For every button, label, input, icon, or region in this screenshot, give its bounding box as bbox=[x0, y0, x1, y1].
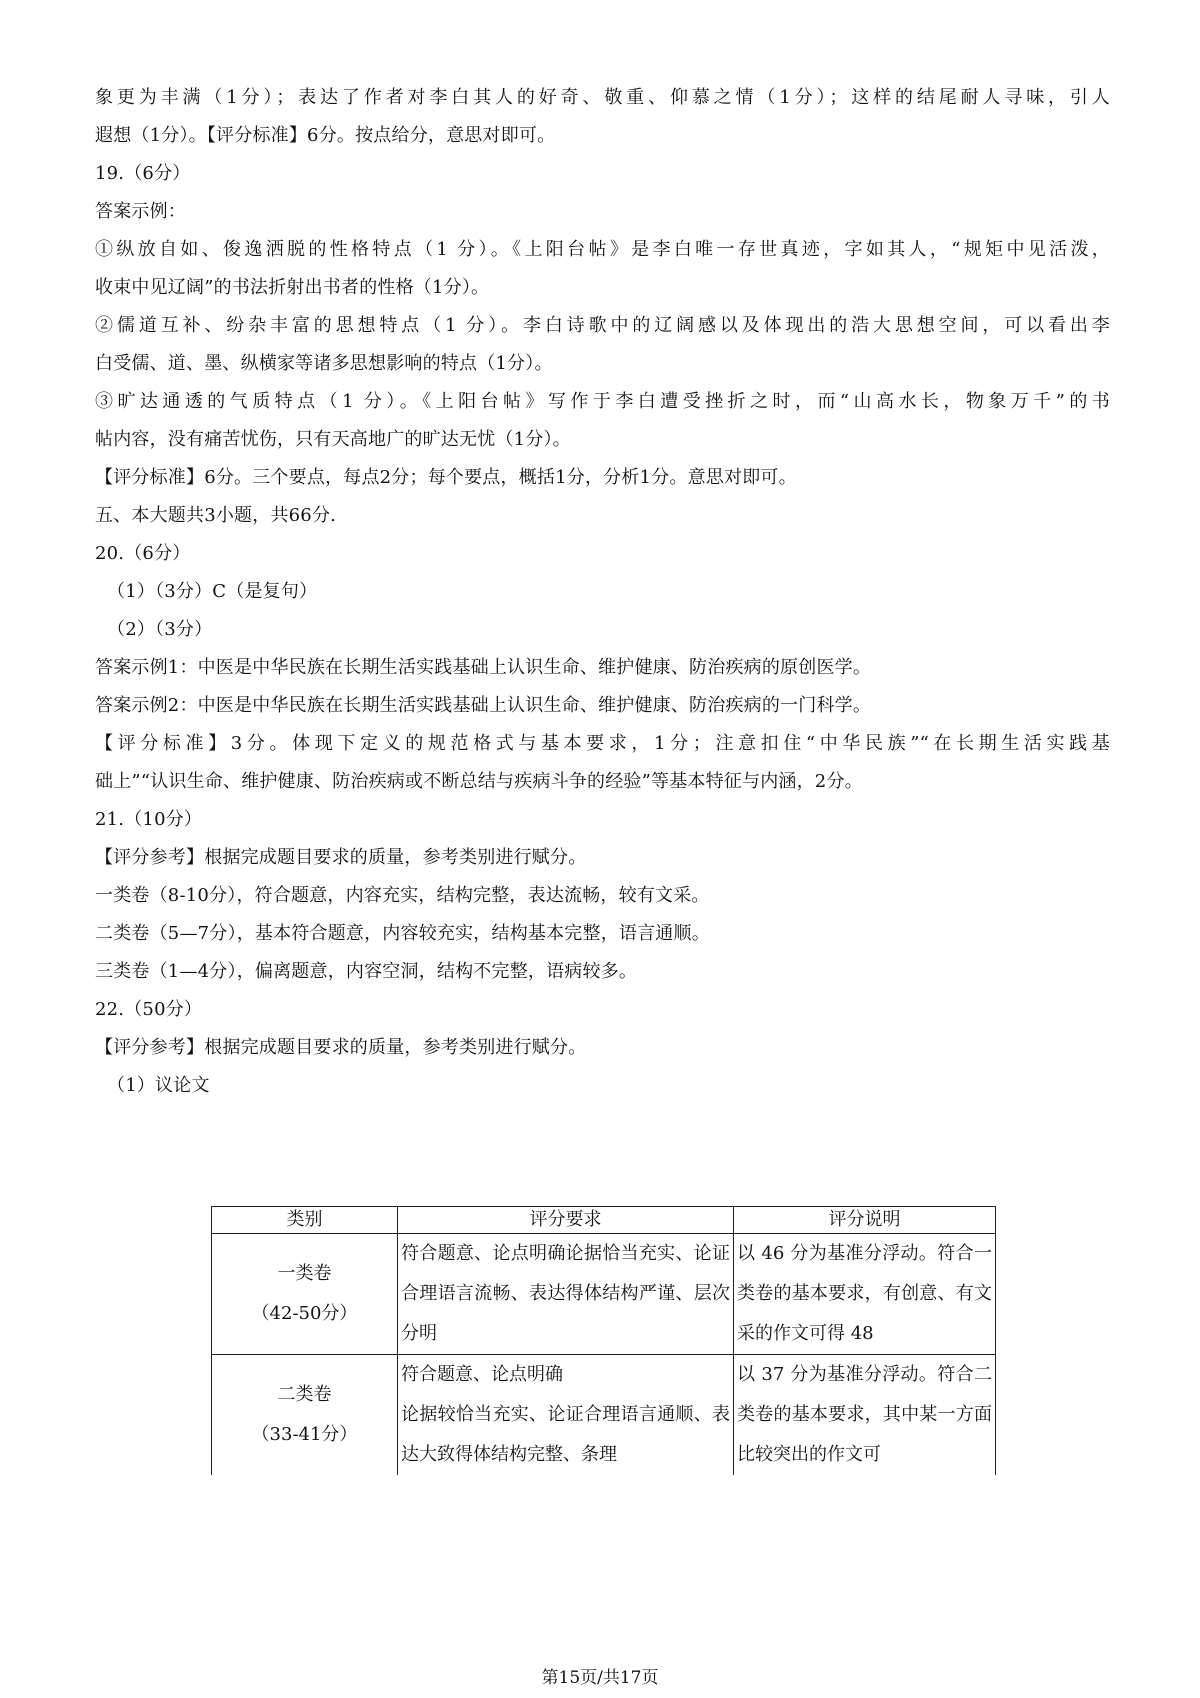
requirement-cell: 符合题意、论点明确 论据较恰当充实、论证合理语言通顺、表达大致得体结构完整、条理 bbox=[398, 1355, 734, 1476]
table-header-cell: 评分说明 bbox=[734, 1207, 996, 1234]
table-row bbox=[212, 1234, 996, 1355]
paragraph-line: （1）（3分）C（是复句） bbox=[107, 581, 318, 602]
paragraph-line: ①纵放自如、俊逸洒脱的性格特点（1 分）。《上阳台帖》是李白唯一存世真迹，字如其人，“规矩中见活泼， bbox=[95, 239, 1110, 260]
table-header-cell: 类别 bbox=[212, 1207, 398, 1234]
paragraph-line: 一类卷（8-10分），符合题意，内容充实，结构完整，表达流畅，较有文采。 bbox=[95, 885, 710, 906]
paragraph-line: 答案示例1：中医是中华民族在长期生活实践基础上认识生命、维护健康、防治疾病的原创医学。 bbox=[95, 657, 872, 678]
category-range: （42-50分） bbox=[251, 1303, 358, 1324]
paragraph-line: 二类卷（5—7分），基本符合题意，内容较充实，结构基本完整，语言通顺。 bbox=[95, 923, 710, 944]
paragraph-line: ③旷达通透的气质特点（1 分）。《上阳台帖》写作于李白遭受挫折之时，而“山高水长，物象万千”的书 bbox=[95, 391, 1110, 412]
scoring-table bbox=[211, 1206, 996, 1475]
question-heading: 20.（6分） bbox=[95, 543, 191, 564]
page-number: 第15页/共17页 bbox=[541, 1668, 659, 1688]
category-cell bbox=[212, 1355, 398, 1476]
paragraph-line: 遐想（1分）。【评分标准】6分。按点给分，意思对即可。 bbox=[95, 125, 556, 146]
paragraph-line: 【评分标准】3分。体现下定义的规范格式与基本要求，1分；注意扣住“中华民族”“在长期生活实践基 bbox=[95, 733, 1110, 754]
paragraph-line: 帖内容，没有痛苦忧伤，只有天高地广的旷达无忧（1分）。 bbox=[95, 429, 571, 450]
paragraph-line: 【评分参考】根据完成题目要求的质量，参考类别进行赋分。 bbox=[95, 847, 587, 868]
paragraph-line: 三类卷（1—4分），偏离题意，内容空洞，结构不完整，语病较多。 bbox=[95, 961, 638, 982]
section-heading: 五、本大题共3小题，共66分. bbox=[95, 505, 337, 526]
paragraph-line: （2）（3分） bbox=[107, 619, 213, 640]
category-name: 一类卷 bbox=[277, 1263, 332, 1284]
paragraph-line: 白受儒、道、墨、纵横家等诸多思想影响的特点（1分）。 bbox=[95, 353, 553, 374]
question-heading: 21.（10分） bbox=[95, 809, 203, 830]
paragraph-line: 答案示例： bbox=[95, 201, 186, 222]
paragraph-line: 【评分标准】6分。三个要点，每点2分；每个要点，概括1分，分析1分。意思对即可。 bbox=[95, 467, 797, 488]
question-heading: 22.（50分） bbox=[95, 999, 203, 1020]
category-range: （33-41分） bbox=[251, 1424, 358, 1445]
question-heading: 19.（6分） bbox=[95, 163, 191, 184]
paragraph-line: 答案示例2：中医是中华民族在长期生活实践基础上认识生命、维护健康、防治疾病的一门科学。 bbox=[95, 695, 872, 716]
explanation-cell: 以 46 分为基准分浮动。符合一类卷的基本要求，有创意、有文采的作文可得 48 bbox=[734, 1234, 996, 1355]
table-row bbox=[212, 1355, 996, 1476]
paragraph-line: （1）议论文 bbox=[107, 1075, 210, 1096]
category-name: 二类卷 bbox=[277, 1384, 332, 1405]
category-cell bbox=[212, 1234, 398, 1355]
paragraph-line: 象更为丰满（1分）；表达了作者对李白其人的好奇、敬重、仰慕之情（1分）；这样的结尾耐人寻味，引人 bbox=[95, 87, 1110, 108]
table-header-cell: 评分要求 bbox=[398, 1207, 734, 1234]
paragraph-line: 收束中见辽阔”的书法折射出书者的性格（1分）。 bbox=[95, 277, 490, 298]
paragraph-line: ②儒道互补、纷杂丰富的思想特点（1 分）。李白诗歌中的辽阔感以及体现出的浩大思想空间，可以看出李 bbox=[95, 315, 1110, 336]
paragraph-line: 【评分参考】根据完成题目要求的质量，参考类别进行赋分。 bbox=[95, 1037, 587, 1058]
table-header-row bbox=[212, 1207, 996, 1234]
requirement-cell: 符合题意、论点明确论据恰当充实、论证合理语言流畅、表达得体结构严谨、层次分明 bbox=[398, 1234, 734, 1355]
paragraph-line: 础上”“认识生命、维护健康、防治疾病或不断总结与疾病斗争的经验”等基本特征与内涵，2分。 bbox=[95, 771, 863, 792]
explanation-cell: 以 37 分为基准分浮动。符合二类卷的基本要求，其中某一方面比较突出的作文可 bbox=[734, 1355, 996, 1476]
